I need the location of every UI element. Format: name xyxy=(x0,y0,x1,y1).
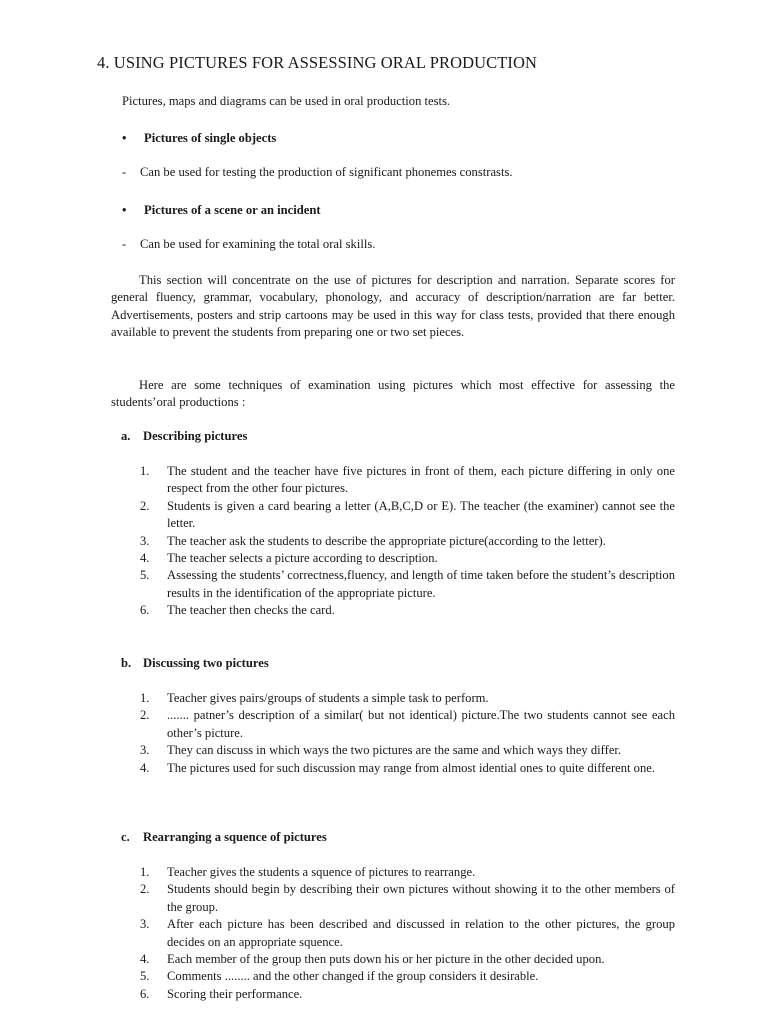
list-item: 1. The student and the teacher have five pictures in front of them, each picture differing in only one respect from the other four pictures. xyxy=(140,464,675,496)
paragraph-techniques: Here are some techniques of examination using pictures which most effective for assessing the students’oral productions : xyxy=(111,378,675,410)
list-rearranging-pictures xyxy=(140,864,675,1003)
bullet-detail-single-objects: - Can be used for testing the production of significant phonemes constrasts. xyxy=(122,164,513,181)
list-describing-pictures xyxy=(140,463,675,620)
section-heading-describing: a. Describing pictures xyxy=(121,429,248,443)
bullet-heading-scene: • Pictures of a scene or an incident xyxy=(122,202,321,219)
intro-text: Pictures, maps and diagrams can be used in oral production tests. xyxy=(122,94,451,108)
list-item: 3. They can discuss in which ways the two pictures are the same and which ways they differ. xyxy=(140,743,622,758)
list-item: 6. Scoring their performance. xyxy=(140,986,303,1001)
list-item: 5. Assessing the students’ correctness,fluency, and length of time taken before the student’s description results in the identification of the appropriate picture. xyxy=(140,568,675,600)
list-item: 4. The pictures used for such discussion may range from almost idential ones to quite different one. xyxy=(140,760,656,775)
bullet-icon: • xyxy=(122,131,127,145)
list-item: 2. ....... patner’s description of a similar( but not identical) picture.The two students cannot see each other’s picture. xyxy=(140,708,675,740)
page-title: 4. USING PICTURES FOR ASSESSING ORAL PRODUCTION xyxy=(97,53,538,72)
bullet-detail-scene: - Can be used for examining the total oral skills. xyxy=(122,236,375,253)
list-discussing-pictures xyxy=(140,690,675,777)
dash-icon: - xyxy=(122,165,127,179)
list-item: 3. After each picture has been described and discussed in relation to the other pictures, the group decides on an appropriate squence. xyxy=(140,917,675,949)
bullet-heading-single-objects: • Pictures of single objects xyxy=(122,130,276,147)
bullet-icon: • xyxy=(122,203,127,217)
dash-icon: - xyxy=(122,237,127,251)
list-item: 2. Students should begin by describing their own pictures without showing it to the other members of the group. xyxy=(140,882,675,914)
list-item: 4. The teacher selects a picture according to description. xyxy=(140,551,438,566)
list-item: 1. Teacher gives the students a squence of pictures to rearrange. xyxy=(140,865,476,879)
paragraph-section-intro: This section will concentrate on the use of pictures for description and narration. Separate scores for general fluency, grammar, vocabulary, phonology, and accuracy of description/narration are far better. Advertisements, posters and strip cartoons may be used in this way for class tests, provided that there enough available to prevent the students from preparing one or two set pieces. xyxy=(111,273,675,340)
list-item: 2. Students is given a card bearing a letter (A,B,C,D or E). The teacher (the examiner) cannot see the letter. xyxy=(140,498,675,531)
list-item: 1. Teacher gives pairs/groups of students a simple task to perform. xyxy=(140,691,489,705)
list-item: 6. The teacher then checks the card. xyxy=(140,603,335,618)
section-heading-rearranging: c. Rearranging a squence of pictures xyxy=(121,830,327,844)
list-item: 3. The teacher ask the students to describe the appropriate picture(according to the letter). xyxy=(140,533,606,548)
list-item: 5. Comments ........ and the other changed if the group considers it desirable. xyxy=(140,969,539,984)
section-heading-discussing: b. Discussing two pictures xyxy=(121,656,269,670)
list-item: 4. Each member of the group then puts down his or her picture in the other decided upon. xyxy=(140,952,605,967)
